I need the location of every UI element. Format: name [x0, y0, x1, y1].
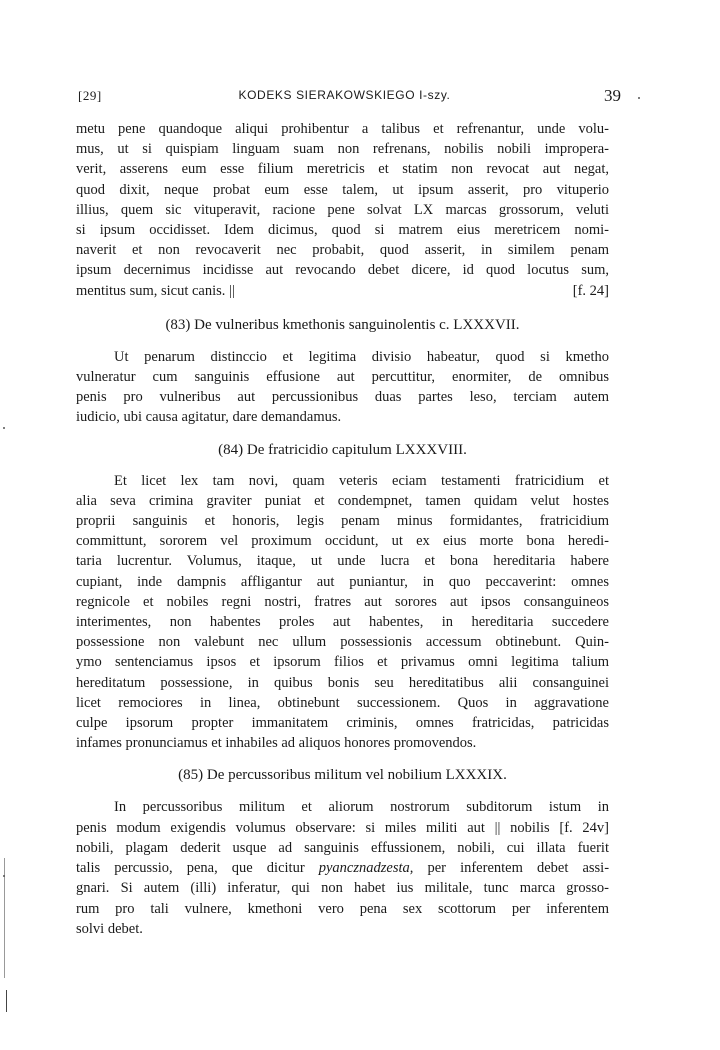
text-body	[76, 119, 609, 939]
text-line: quod dixit, neque probat eum esse talem, ut ipsum asserit, pro vituperio	[76, 181, 609, 198]
page-number: 39	[604, 86, 621, 105]
text-line: ymo sentenciamus ipsos et ipsorum filios et privamus omni legitima talium	[76, 654, 609, 671]
section-85-paragraph	[76, 797, 609, 938]
folio-reference: [f. 24]	[572, 282, 609, 299]
header-page-ref: [29]	[78, 88, 102, 103]
text-line: committunt, sororem vel proximum occidunt, ut ex eius morte bona heredi-	[76, 533, 609, 550]
text-line: alia seva crimina graviter puniat et condempnet, tamen quidam velut hostes	[76, 492, 609, 509]
section-84-paragraph	[76, 471, 609, 754]
text-line-with-italic	[76, 858, 609, 878]
header-title: KODEKS SIERAKOWSKIEGO I-szy.	[238, 88, 451, 102]
text-line: proprii sanguinis et honoris, legis penam minus formidantes, fratricidium	[76, 513, 609, 530]
scan-edge-mark	[6, 990, 7, 1012]
text-segment: per inferentem debet assi-	[427, 860, 610, 877]
text-line: rum pro tali vulnere, kmethoni vero pena sex scottorum per inferentem	[76, 900, 609, 917]
text-line: hereditatum possessione, in quibus bonis seu hereditatibus alii consanguinei	[76, 674, 609, 691]
text-line: mentitus sum, sicut canis. ||	[76, 282, 235, 299]
vernacular-term: pyancznadzesta,	[318, 860, 414, 877]
text-line: regnicole et nobiles regni nostri, fratres aut sorores aut ipsos consanguineos	[76, 593, 609, 610]
scan-speck	[3, 427, 5, 429]
text-line: mus, ut si quispiam linguam suam non refrenans, nobilis nobili impropera-	[76, 141, 609, 158]
text-line: vulneratur cum sanguinis effusione aut percuttitur, enormiter, de omnibus	[76, 369, 609, 386]
scan-speck	[3, 875, 5, 877]
text-segment: talis percussio, pena, que dicitur	[76, 860, 305, 877]
running-header	[72, 86, 621, 108]
text-line: verit, asserens eum esse filium meretricis et statim non revocat aut negat,	[76, 161, 609, 178]
text-line: licet remociores in linea, obtinebunt successionem. Quos in aggravatione	[76, 694, 609, 711]
intro-paragraph	[76, 119, 609, 301]
text-line: si ipsum occidisset. Idem dicimus, quod si matrem eius meretricem nomi-	[76, 222, 609, 239]
text-line: Et licet lex tam novi, quam veteris eciam testamenti fratricidium et	[114, 472, 609, 489]
section-heading-84: (84) De fratricidio capitulum LXXXVIII.	[218, 441, 467, 458]
text-line: nobili, plagam dederit usque ad sanguinis effussionem, nobili, cui illata fuerit	[76, 839, 609, 856]
text-line: In percussoribus militum et aliorum nostrorum subditorum istum in	[114, 799, 609, 816]
text-line: infames pronunciamus et inhabiles ad aliquos honores promovendos.	[76, 735, 477, 752]
text-line: cupiant, inde dampnis affligantur aut puniantur, in quo peccaverint: omnes	[76, 573, 609, 590]
text-line: gnari. Si autem (illi) inferatur, qui non habet ius militale, tunc marca grosso-	[76, 880, 609, 897]
text-line: culpe ipsorum propter immanitatem criminis, omnes fratricidas, patricidas	[76, 715, 609, 732]
text-line: interimentes, non habentes proles aut habentes, in hereditaria succedere	[76, 614, 609, 631]
text-line-final	[76, 281, 609, 301]
text-line: penis modum exigendis volumus observare: si miles militi aut || nobilis [f. 24v]	[76, 819, 609, 836]
text-line: possessione non valebunt nec ullum possessionis accessum obtinebunt. Quin-	[76, 634, 609, 651]
section-heading-85: (85) De percussoribus militum vel nobilium LXXXIX.	[178, 767, 507, 784]
text-line: metu pene quandoque aliqui prohibentur a talibus et refrenantur, unde volu-	[76, 121, 609, 137]
text-line: naverit et non revocaverit nec probabit, quod asserit, in similem penam	[76, 242, 609, 259]
text-line: ipsum decernimus incidisse aut revocando debet dicere, id quod locutus sum,	[76, 262, 609, 279]
text-line: Ut penarum distinccio et legitima divisio habeatur, quod si kmetho	[114, 348, 609, 365]
section-83-paragraph	[76, 347, 609, 428]
text-line: illius, quem sic vituperavit, racione pene solvat LX marcas grossorum, veluti	[76, 201, 609, 218]
section-heading-83: (83) De vulneribus kmethonis sanguinolentis c. LXXXVII.	[165, 316, 520, 333]
scan-speck	[638, 97, 640, 99]
text-line: taria lucrentur. Volumus, itaque, ut unde lucra et bona hereditaria habere	[76, 553, 609, 570]
text-line: solvi debet.	[76, 920, 143, 937]
text-line: penis pro vulneribus aut percussionibus duas partes leso, terciam autem	[76, 389, 609, 406]
text-line: iudicio, ubi causa agitatur, dare demandamus.	[76, 409, 342, 426]
